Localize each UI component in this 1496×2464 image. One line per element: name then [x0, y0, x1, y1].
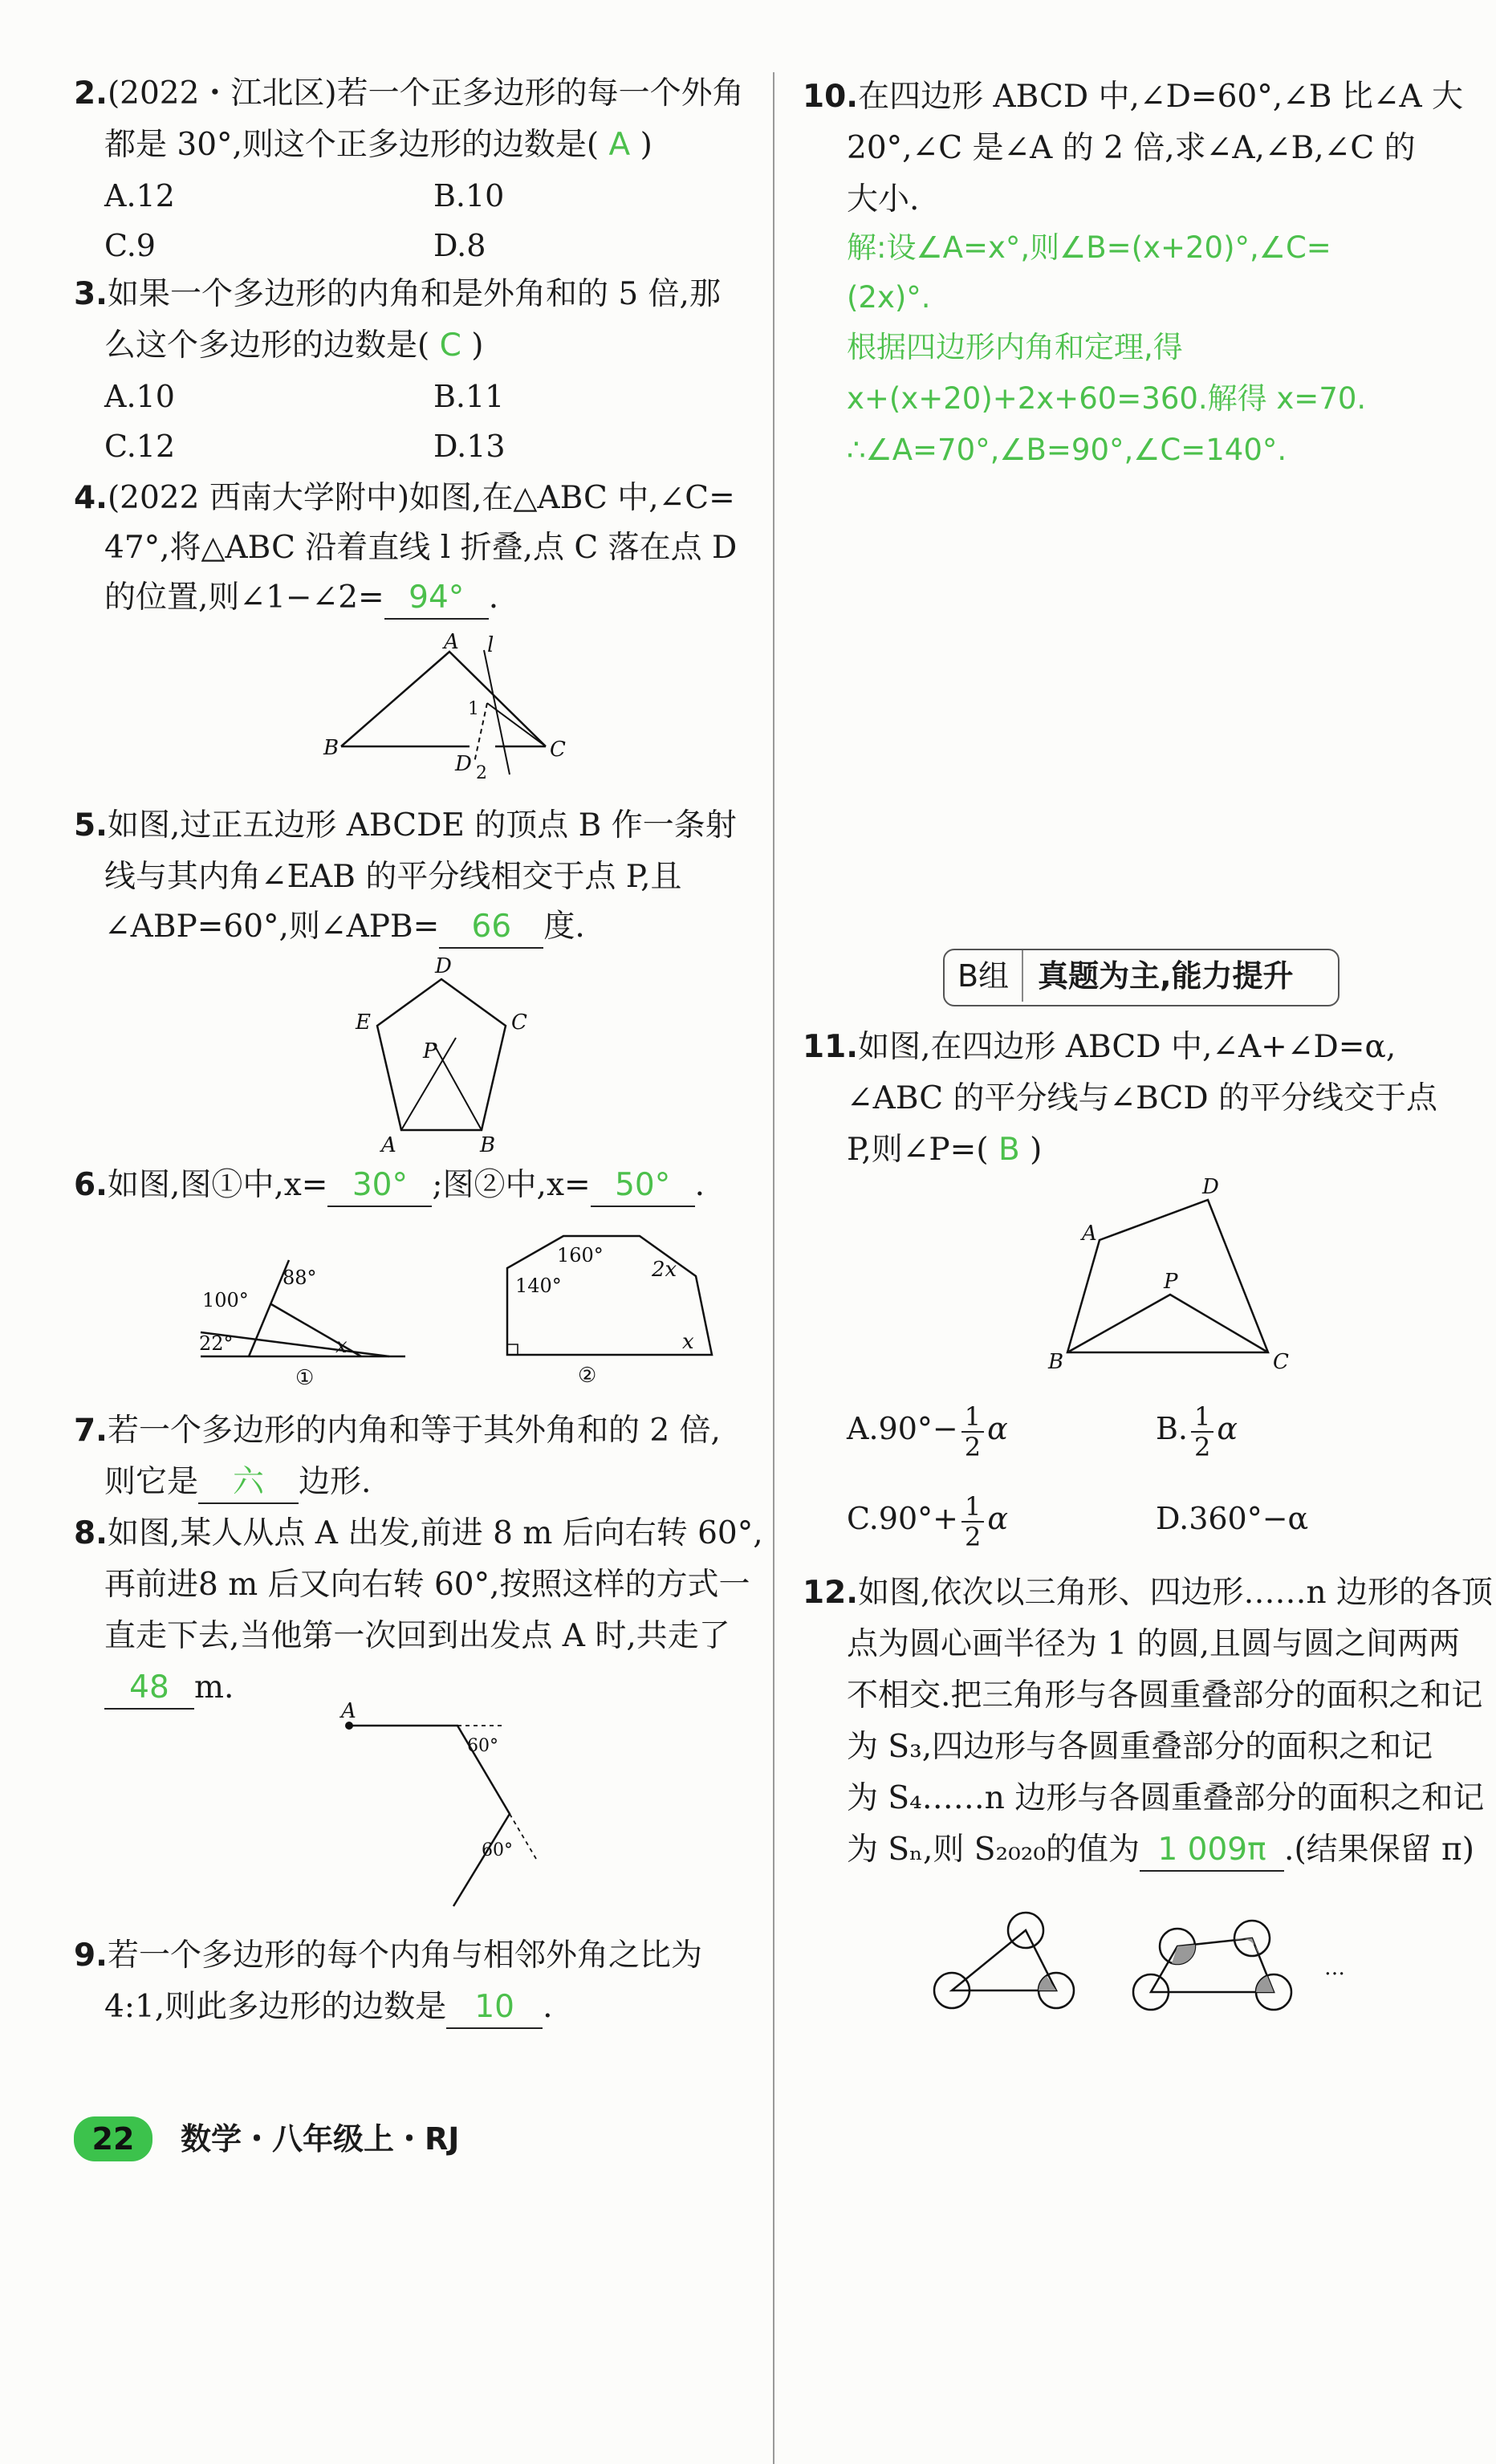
q8-path-figure [329, 1699, 546, 1934]
q10-line3: 大小. [847, 181, 920, 218]
q11-opt-b-den: 2 [1194, 1431, 1211, 1462]
q11-opt-c-num: 1 [961, 1492, 984, 1523]
q4-triangle-sides [341, 652, 546, 746]
q12-number: 12. [803, 1575, 859, 1611]
footer-book-title: 数学・八年级上・RJ [181, 2121, 460, 2157]
q4-text1: (2022 西南大学附中)如图,在△ABC 中,∠C= [107, 480, 735, 516]
q8-text1: 如图,某人从点 A 出发,前进 8 m 后向右转 60°, [107, 1515, 763, 1551]
q4-label-1: 1 [468, 699, 479, 719]
q4-fold-solid [487, 703, 546, 746]
q11-label-d: D [1202, 1175, 1219, 1199]
q4-line3 [104, 573, 498, 623]
q4-line1 [74, 474, 735, 523]
q2-text1: (2022・江北区)若一个正多边形的每一个外角 [107, 75, 744, 112]
q12-line1 [803, 1568, 1493, 1618]
q12-text6: 为 Sₙ,则 S₂₀₂₀的值为 [847, 1832, 1140, 1868]
q3-text2: 么这个多边形的边数是( [104, 327, 430, 364]
q12-ellipsis: … [1324, 1956, 1345, 1980]
q6-f1-100: 100° [202, 1289, 249, 1311]
q8-number: 8. [74, 1515, 108, 1551]
q5-answer: 66 [471, 909, 512, 945]
q7-line2 [104, 1458, 371, 1507]
q6-f1-caption: ① [295, 1366, 315, 1390]
q3-line1 [74, 270, 721, 319]
q8-label-a: A [341, 1699, 356, 1723]
q11-opt-b-num: 1 [1191, 1402, 1213, 1433]
q10-solution-1: 解:设∠A=x°,则∠B=(x+20)°,∠C= [847, 230, 1331, 265]
q12-line4: 为 S₃,四边形与各圆重叠部分的面积之和记 [847, 1729, 1433, 1765]
q5-label-b: B [480, 1133, 496, 1157]
q2-option-d: D.8 [433, 228, 486, 263]
q3-text1: 如果一个多边形的内角和是外角和的 5 倍,那 [107, 276, 721, 312]
q4-label-l: l [487, 633, 494, 657]
q3-option-d: D.13 [433, 429, 506, 464]
q6-f1-22: 22° [199, 1332, 234, 1355]
q6-line [74, 1161, 705, 1210]
q5-label-c: C [511, 1010, 527, 1035]
q9-number: 9. [74, 1937, 108, 1974]
q11-label-a: A [1082, 1222, 1097, 1246]
q2-text2: 都是 30°,则这个正多边形的边数是( [104, 127, 600, 163]
q11-bisectors [1067, 1295, 1268, 1352]
q11-option-c [847, 1486, 1008, 1551]
q6-period: . [694, 1167, 705, 1203]
q11-opt-b-alpha: α [1217, 1411, 1238, 1446]
q4-number: 4. [74, 480, 108, 516]
q2-close-paren: ) [640, 127, 652, 163]
q2-option-b: B.10 [433, 178, 505, 213]
q11-opt-a-num: 1 [961, 1402, 984, 1433]
q6-text2: ;图②中,x= [432, 1167, 591, 1203]
q6-f2-x: x [682, 1330, 694, 1354]
q8-ext2 [510, 1814, 536, 1859]
q8-line2: 再前进8 m 后又向右转 60°,按照这样的方式一 [104, 1567, 750, 1603]
q7-text2: 则它是 [104, 1464, 199, 1500]
q10-solution-3: 根据四边形内角和定理,得 [847, 330, 1183, 364]
q11-label-b: B [1048, 1350, 1064, 1374]
q12-text1: 如图,依次以三角形、四边形……n 边形的各顶 [858, 1575, 1494, 1611]
q7-text3: 边形. [299, 1464, 372, 1500]
q4-triangle-figure [317, 630, 574, 791]
q7-number: 7. [74, 1413, 108, 1449]
q8-angle1: 60° [467, 1736, 498, 1756]
q4-answer: 94° [409, 579, 465, 616]
q11-opt-c-den: 2 [965, 1521, 982, 1552]
q6-answer2: 50° [615, 1167, 671, 1203]
q12-line3: 不相交.把三角形与各圆重叠部分的面积之和记 [847, 1677, 1483, 1714]
q11-opt-a-frac [961, 1402, 984, 1462]
q11-opt-a-alpha: α [987, 1411, 1008, 1446]
q11-option-d: D.360°−α [1156, 1501, 1309, 1536]
q3-number: 3. [74, 276, 108, 312]
q11-line3 [847, 1125, 1042, 1175]
q10-line2: 20°,∠C 是∠A 的 2 倍,求∠A,∠B,∠C 的 [847, 130, 1416, 166]
q8-angle2: 60° [482, 1840, 513, 1860]
q6-f1-x: x [335, 1334, 348, 1358]
q11-opt-a-den: 2 [964, 1431, 982, 1462]
q2-number: 2. [74, 75, 108, 112]
q11-opt-a-text: A.90°− [847, 1411, 958, 1446]
q8-answer: 48 [129, 1669, 169, 1706]
q4-label-d: D [455, 752, 472, 776]
q4-period: . [488, 579, 499, 616]
q4-label-c: C [550, 738, 566, 762]
q11-close-paren: ) [1030, 1132, 1043, 1168]
q11-opt-c-alpha: α [987, 1501, 1009, 1536]
q3-option-a: A.10 [104, 379, 175, 414]
q3-option-c: C.12 [104, 429, 176, 464]
q7-line1 [74, 1406, 721, 1456]
q2-answer: A [608, 127, 631, 163]
q4-text3: 的位置,则∠1−∠2= [104, 579, 384, 616]
q4-label-a: A [444, 630, 459, 654]
q11-opt-c-text: C.90°+ [847, 1501, 958, 1536]
section-banner-b [943, 949, 1339, 1006]
q9-line2 [104, 1982, 553, 2032]
q10-solution-4: x+(x+20)+2x+60=360.解得 x=70. [847, 381, 1367, 416]
q5-line1 [74, 801, 737, 851]
q9-period: . [543, 1989, 553, 2025]
q12-line2: 点为圆心画半径为 1 的圆,且圆与圆之间两两 [847, 1626, 1461, 1662]
q6-answer1: 30° [352, 1167, 408, 1203]
q10-text1: 在四边形 ABCD 中,∠D=60°,∠B 比∠A 大 [858, 79, 1464, 115]
q3-option-b: B.11 [433, 379, 505, 414]
q11-label-c: C [1273, 1350, 1289, 1374]
q4-label-2: 2 [476, 763, 487, 783]
q10-number: 10. [803, 79, 859, 115]
q3-line2 [104, 321, 483, 371]
q5-pentagon [377, 979, 506, 1130]
q11-line2: ∠ABC 的平分线与∠BCD 的平分线交于点 [847, 1080, 1438, 1116]
q11-text1: 如图,在四边形 ABCD 中,∠A+∠D=α, [858, 1029, 1396, 1065]
q9-answer: 10 [474, 1989, 514, 2025]
q5-ray-bp [433, 1043, 482, 1130]
q11-line1 [803, 1023, 1396, 1072]
q5-number: 5. [74, 807, 108, 844]
q11-option-a [847, 1397, 1008, 1462]
q10-solution-5: ∴∠A=70°,∠B=90°,∠C=140°. [847, 433, 1287, 467]
q11-number: 11. [803, 1029, 859, 1065]
q12-circles-figure [923, 1894, 1372, 2023]
column-divider [773, 72, 774, 2464]
q4-line2: 47°,将△ABC 沿着直线 l 折叠,点 C 落在点 D [104, 530, 738, 566]
q4-label-b: B [323, 736, 339, 760]
q6-f2-caption: ② [578, 1364, 597, 1388]
q11-option-b [1156, 1397, 1238, 1462]
q3-close-paren: ) [471, 327, 484, 364]
q12-text7: .(结果保留 π) [1284, 1832, 1474, 1868]
q3-answer: C [439, 327, 461, 364]
q12-line5: 为 S₄……n 边形与各圆重叠部分的面积之和记 [847, 1780, 1485, 1816]
banner-tag: B组 [945, 950, 1023, 1002]
q7-text1: 若一个多边形的内角和等于其外角和的 2 倍, [107, 1413, 721, 1449]
q11-opt-b-text: B. [1156, 1411, 1189, 1446]
q6-f1-side2 [271, 1304, 361, 1356]
q12-line6 [847, 1825, 1474, 1875]
q11-quadrilateral-figure [1035, 1176, 1300, 1376]
q9-line1 [74, 1931, 702, 1981]
q11-text3: P,则∠P=( [847, 1132, 989, 1168]
q6-figure-1 [193, 1220, 409, 1389]
q6-f2-160: 160° [557, 1244, 604, 1267]
q2-option-c: C.9 [104, 228, 156, 263]
q10-solution-2: (2x)°. [847, 280, 931, 315]
q9-text2: 4:1,则此多边形的边数是 [104, 1989, 447, 2025]
banner-text: 真题为主,能力提升 [1038, 958, 1294, 994]
q6-f2-2x: 2x [652, 1258, 677, 1282]
q2-line2 [104, 120, 652, 170]
q8-unit: m. [194, 1669, 234, 1706]
q6-f2-140: 140° [515, 1275, 562, 1297]
q5-line2: 线与其内角∠EAB 的平分线相交于点 P,且 [104, 859, 682, 895]
q5-label-d: D [435, 954, 452, 978]
q6-figure-2 [491, 1212, 732, 1389]
q5-line3 [104, 902, 585, 952]
q11-opt-c-frac [961, 1492, 984, 1551]
q6-f1-88: 88° [283, 1267, 317, 1289]
q7-answer: 六 [233, 1464, 265, 1500]
q5-text1: 如图,过正五边形 ABCDE 的顶点 B 作一条射 [107, 807, 737, 844]
q8-line3: 直走下去,当他第一次回到出发点 A 时,共走了 [104, 1618, 730, 1654]
q2-line1 [74, 69, 744, 119]
q12-answer: 1 009π [1157, 1832, 1266, 1868]
page-number-badge: 22 [74, 2116, 152, 2161]
q2-option-a: A.12 [104, 178, 175, 213]
q4-line-l [484, 650, 510, 775]
q11-label-p: P [1164, 1270, 1178, 1294]
q8-line1 [74, 1509, 763, 1559]
q5-unit: 度. [543, 909, 585, 945]
q5-label-p: P [423, 1039, 437, 1063]
q5-label-a: A [381, 1133, 396, 1157]
q6-text1: 如图,图①中,x= [107, 1167, 328, 1203]
q5-label-e: E [356, 1010, 371, 1035]
q6-number: 6. [74, 1167, 108, 1203]
q8-line4 [104, 1663, 234, 1713]
q6-f2-right-angle [507, 1344, 518, 1355]
q11-answer: B [998, 1132, 1020, 1168]
q9-text1: 若一个多边形的每个内角与相邻外角之比为 [107, 1937, 702, 1974]
q5-pentagon-figure [333, 955, 550, 1156]
q10-line1 [803, 72, 1463, 122]
q11-opt-b-frac [1191, 1402, 1213, 1462]
q12-quad-sector1 [1172, 1945, 1195, 1964]
q5-text3: ∠ABP=60°,则∠APB= [104, 909, 440, 945]
